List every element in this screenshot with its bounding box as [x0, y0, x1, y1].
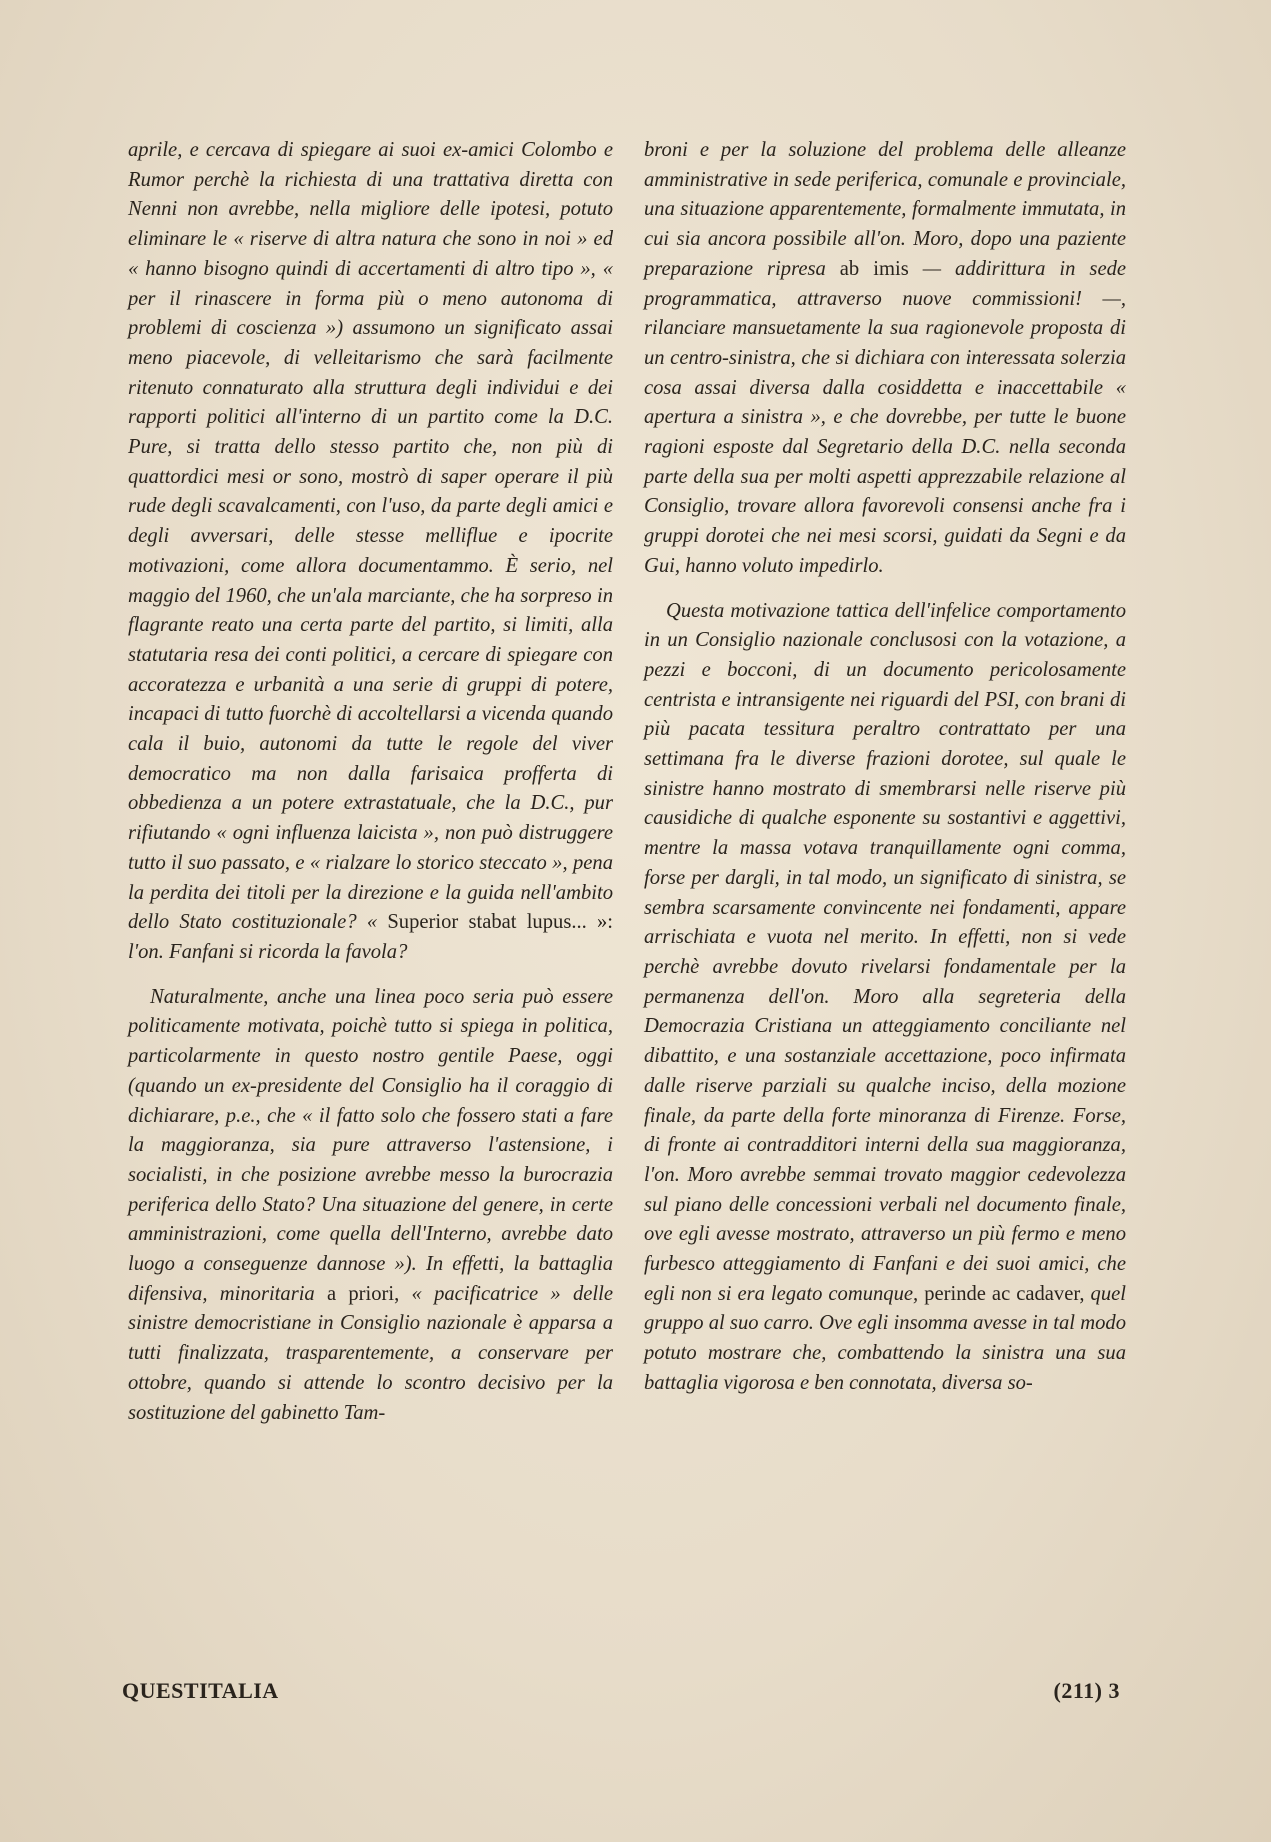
paragraph-text: l'on. Fanfani si ricorda la favola?	[128, 940, 408, 963]
page-footer	[122, 1678, 1120, 1708]
left-column	[128, 136, 613, 1428]
paragraph	[644, 597, 1126, 1399]
paragraph	[644, 136, 1126, 582]
paragraph-text: aprile, e cercava di spiegare ai suoi ex-amici Colombo e Rumor perchè la richiesta di una trattativa diretta con Nenni non avrebbe, nella migliore delle ipotesi, potuto eliminare le « riserve di altra natura che sono in noi » ed « hanno bisogno quindi di accertamenti di altro tipo », « per il rinascere in forma più o meno autonoma di problemi di coscienza ») assumono un significato assai meno piacevole, di velleitarismo che sarà facilmente ritenuto connaturato alla struttura degli individui e dei rapporti politici all'interno di un partito come la D.C. Pure, si tratta dello stesso partito che, non più di quattordici mesi or sono, mostrò di saper operare il più rude degli scavalcamenti, con l'uso, da parte degli amici e degli avversari, delle stesse melliflue e ipocrite motivazioni, come allora documentammo. È serio, nel maggio del 1960, che un'ala marciante, che ha sorpreso in flagrante reato una certa parte del partito, si limiti, alla statutaria resa dei conti politici, a cercare di spiegare con accoratezza e urbanità a una serie di gruppi di potere, incapaci di tutto fuorchè di accoltellarsi a vicenda quando cala il buio, autonomi da tutte le regole del viver democratico ma non dalla farisaica profferta di obbedienza a un potere extrastatuale, che la D.C., pur rifiutando « ogni influenza laicista », non può distruggere tutto il suo passato, e « rialzare lo storico steccato », pena la perdita dei titoli per la direzione e la guida nell'ambito dello Stato costituzionale? «	[128, 139, 613, 934]
latin-quote: Superior stabat lupus... »:	[387, 911, 614, 934]
paragraph-text: — addirittura in sede programmatica, attraverso nuove commissioni! —, rilanciare mansuetamente la sua ragionevole proposta di un centro-sinistra, che si dichiara con interessata solerzia cosa assai diversa dalla cosiddetta e inaccettabile « apertura a sinistra », e che dovrebbe, per tutte le buone ragioni esposte dal Segretario della D.C. nella seconda parte della sua per molti aspetti apprezzabile relazione al Consiglio, trovare allora favorevoli consensi anche fra i gruppi dorotei che nei mesi scorsi, guidati da Segni e da Gui, hanno voluto impedirlo.	[644, 257, 1127, 577]
latin-phrase: perinde ac cadaver,	[924, 1282, 1085, 1305]
page-number: (211) 3	[1053, 1678, 1120, 1703]
paragraph-text: broni e per la soluzione del problema delle alleanze amministrative in sede periferica, comunale e provinciale, una situazione apparentemente, formalmente immutata, in cui sia ancora possibile all'on. Moro, dopo una paziente preparazione ripresa	[644, 139, 1126, 280]
paragraph	[128, 983, 613, 1429]
paragraph-text: Naturalmente, anche una linea poco seria può essere politicamente motivata, poichè tutto si spiega in politica, particolarmente in questo nostro gentile Paese, oggi (quando un ex-presidente del Consiglio ha il coraggio di dichiarare, p.e., che « il fatto solo che fossero stati a fare la maggioranza, sia pure attraverso l'astensione, i socialisti, in che posizione avrebbe messo la burocrazia periferica dello Stato? Una situazione del genere, in certe amministrazioni, come quella dell'Interno, avrebbe dato luogo a conseguenze dannose »). In effetti, la battaglia difensiva, minoritaria	[128, 985, 613, 1305]
paragraph-text: Questa motivazione tattica dell'infelice comportamento in un Consiglio nazionale conclusosi con la votazione, a pezzi e bocconi, di un documento pericolosamente centrista e intransigente nei riguardi del PSI, con brani di più pacata tessitura peraltro contrattato per una settimana fra le diverse frazioni dorotee, sul quale le sinistre hanno mostrato di smembrarsi nelle riserve più causidiche di qualche esponente su sostantivi e aggettivi, mentre la massa votava tranquillamente ogni comma, forse per dargli, in tal modo, un significato di sinistra, se sembra scarsamente convincente nei fondamenti, appare arrischiata e vuota nel merito. In effetti, non si vede perchè avrebbe dovuto rivelarsi fondamentale per la permanenza dell'on. Moro alla segreteria della Democrazia Cristiana un atteggiamento conciliante nel dibattito, e una sostanziale accettazione, poco infirmata dalle riserve parziali su qualche inciso, della mozione finale, da parte della forte minoranza di Firenze. Forse, di fronte ai contradditori interni della sua maggioranza, l'on. Moro avrebbe semmai trovato maggior cedevolezza sul piano delle concessioni verbali nel documento finale, ove egli avesse mostrato, attraverso un più fermo e meno furbesco atteggiamento di Fanfani e dei suoi amici, che egli non si era legato comunque,	[644, 599, 1126, 1305]
paragraph-text: « pacificatrice » delle sinistre democristiane in Consiglio nazionale è apparsa a tutti finalizzata, trasparentemente, a conservare per ottobre, quando si attende lo scontro decisivo per la sostituzione del gabinetto Tam-	[128, 1282, 613, 1424]
latin-phrase: a priori,	[326, 1282, 400, 1305]
paragraph	[128, 136, 613, 968]
latin-phrase: ab imis	[839, 257, 909, 280]
paragraph-text: quel gruppo al suo carro. Ove egli insomma avesse in tal modo potuto mostrare che, combattendo la sinistra una sua battaglia vigorosa e ben connotata, diversa so-	[644, 1282, 1126, 1394]
magazine-title: QUESTITALIA	[122, 1678, 279, 1703]
right-column	[644, 136, 1126, 1399]
